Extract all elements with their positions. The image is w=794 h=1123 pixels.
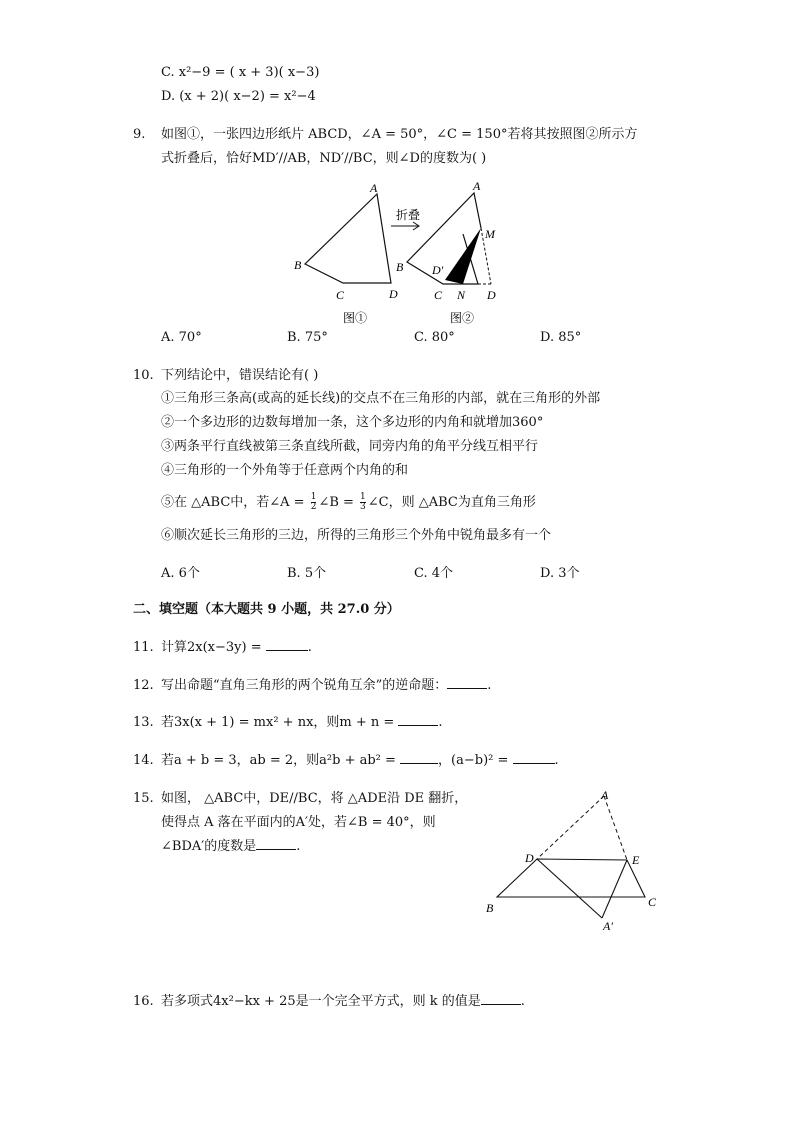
q10-number: 10. (133, 368, 154, 383)
q9-option-a: A. 70° (161, 330, 202, 345)
q12-answer-blank[interactable] (447, 688, 487, 689)
q8-option-c: C. x²−9 = ( x + 3)( x−3) (161, 65, 320, 80)
q10-option-c: C. 4个 (414, 566, 454, 581)
q10-statement-2: ②一个多边形的边数每增加一条，这个多边形的内角和就增加360° (161, 415, 544, 430)
q11-number: 11. (133, 640, 154, 655)
q9-stem-line1: 如图①，一张四边形纸片 ABCD，∠A = 50°，∠C = 150°若将其按照图②所示方 (161, 127, 638, 142)
q11-text: 计算2x(x−3y) = . (161, 640, 312, 655)
q16-answer-blank[interactable] (481, 1004, 521, 1005)
q15-label-d: D (525, 851, 534, 865)
q9-figure (285, 178, 515, 328)
q10-statement-4: ④三角形的一个外角等于任意两个内角的和 (161, 463, 409, 478)
q15-label-b: B (486, 901, 494, 915)
q13-number: 13. (133, 715, 154, 730)
q10-statement-1: ①三角形三条高(或高的延长线)的交点不在三角形的内部，就在三角形的外部 (161, 391, 601, 406)
q10-option-a: A. 6个 (161, 566, 200, 581)
fig1-quadrilateral (305, 194, 391, 283)
fig1-caption: 图① (343, 311, 368, 325)
q15-label-a-prime: A′ (603, 919, 613, 933)
fraction-one-half: $\frac{1}{2}$ (310, 492, 317, 512)
q16-text: 若多项式4x²−kx + 25是一个完全平方式，则 k 的值是 . (161, 994, 525, 1009)
q10-statement-5: ⑤在 △ABC中，若∠A = $\frac{1}{2}$ ∠B = $\frac{1}{3}$ ∠C，则 △ABC为直角三角形 (161, 492, 536, 512)
q9-option-d: D. 85° (540, 330, 582, 345)
fig1-label-b: B (294, 258, 302, 272)
fig2-label-a: A (473, 179, 481, 193)
q8-option-d: D. (x + 2)( x−2) = x²−4 (161, 89, 316, 104)
q14-number: 14. (133, 753, 154, 768)
fig2-label-d: D (487, 288, 496, 302)
fig2-outline (407, 193, 481, 284)
fraction-one-third: $\frac{1}{3}$ (360, 492, 366, 512)
q15-number: 15. (133, 791, 154, 806)
q12-number: 12. (133, 678, 154, 693)
q14-answer-blank-2[interactable] (513, 763, 555, 764)
q16-number: 16. (133, 994, 154, 1009)
fig1-label-c: C (336, 288, 345, 302)
fig2-caption: 图② (450, 311, 475, 325)
q15-label-e: E (632, 853, 640, 867)
q11-answer-blank[interactable] (266, 650, 308, 651)
fig2-label-m: M (485, 227, 495, 241)
q10-stem: 下列结论中，错误结论有( ) (161, 368, 319, 383)
q15-line2: 使得点 A 落在平面内的A′处，若∠B = 40°，则 (161, 815, 436, 830)
q14-answer-blank-1[interactable] (400, 763, 438, 764)
fig2-label-c: C (434, 288, 443, 302)
q12-text: 写出命题“直角三角形的两个锐角互余”的逆命题： . (161, 678, 492, 693)
q9-stem-line2: 式折叠后，恰好MD′//AB，ND′//BC，则∠D的度数为( ) (161, 151, 487, 166)
fig2-label-b: B (396, 260, 404, 274)
fig1-label-d: D (389, 287, 398, 301)
q15-line3: ∠BDA′的度数是 . (161, 839, 301, 854)
q10-statement-6: ⑥顺次延长三角形的三边，所得的三角形三个外角中锐角最多有一个 (161, 528, 552, 543)
q15-trapezoid (497, 859, 645, 897)
q15-line1: 如图， △ABC中，DE//BC，将 △ADE沿 DE 翻折， (161, 791, 468, 806)
q10-option-d: D. 3个 (540, 566, 580, 581)
q10-option-b: B. 5个 (287, 566, 327, 581)
q15-label-a: A (601, 788, 609, 802)
q15-label-c: C (648, 895, 657, 909)
q13-answer-blank[interactable] (398, 725, 438, 726)
section-heading-fill-blank: 二、填空题（本大题共 9 小题，共 27.0 分） (133, 602, 400, 617)
fig1-label-a: A (370, 181, 378, 195)
fold-label: 折叠 (396, 208, 421, 222)
q14-text: 若a + b = 3，ab = 2，则a²b + ab² = ，(a−b)² = . (161, 753, 559, 768)
fig2-label-d-prime: D′ (432, 263, 444, 277)
q10-statement-3: ③两条平行直线被第三条直线所截，同旁内角的角平分线互相平行 (161, 439, 539, 454)
q13-text: 若3x(x + 1) = mx² + nx，则m + n = . (161, 715, 443, 730)
q15-answer-blank[interactable] (256, 849, 296, 850)
q9-option-c: C. 80° (414, 330, 455, 345)
fig2-label-n: N (457, 288, 466, 302)
q15-figure (480, 784, 670, 936)
q9-number: 9. (133, 127, 146, 142)
q9-option-b: B. 75° (287, 330, 328, 345)
